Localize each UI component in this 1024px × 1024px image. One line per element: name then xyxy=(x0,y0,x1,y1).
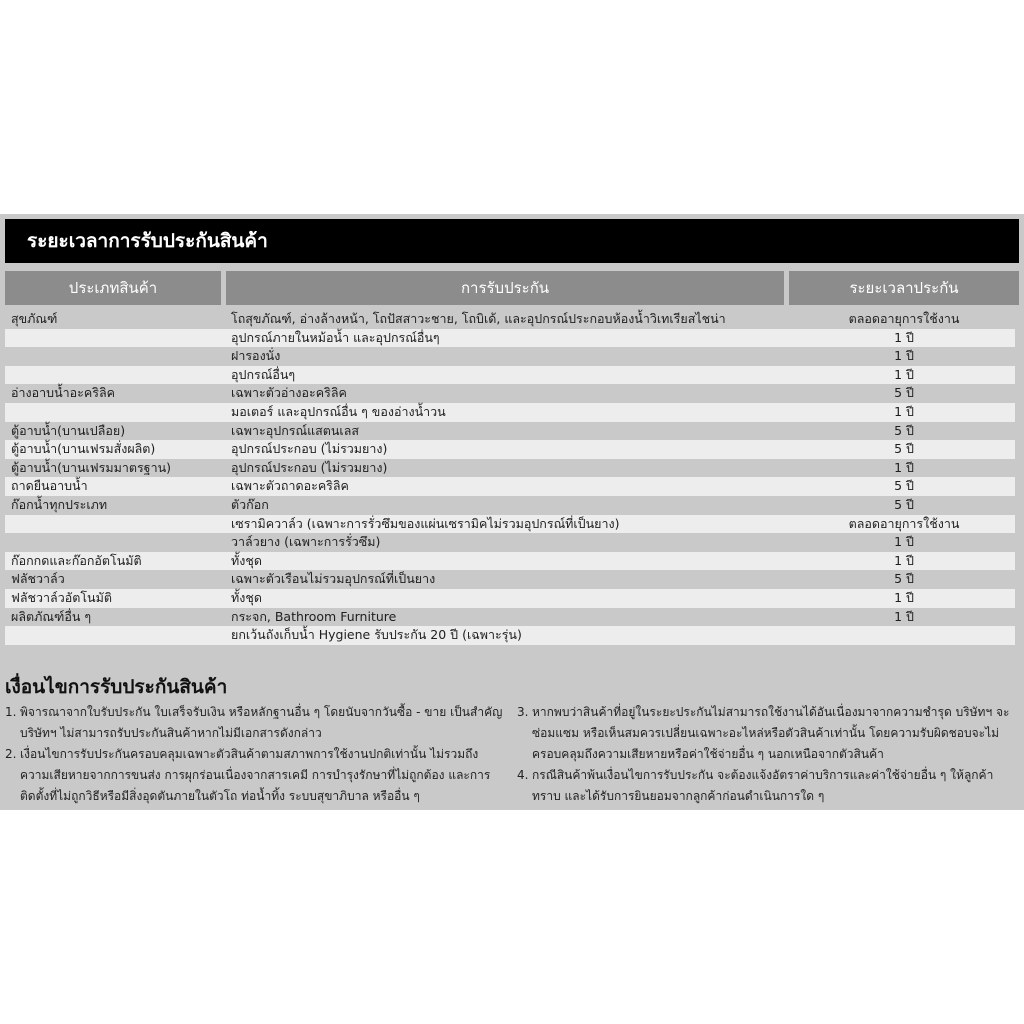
product-type-cell: ตู้อาบน้ำ(บานเฟรมสั่งผลิต) xyxy=(11,441,156,457)
product-type-cell: ฟลัชวาล์วอัตโนมัติ xyxy=(11,589,112,605)
product-type-cell: ตู้อาบน้ำ(บานเฟรมมาตรฐาน) xyxy=(11,459,172,475)
table-row xyxy=(5,477,1015,496)
table-row xyxy=(5,533,1015,552)
period-cell: ตลอดอายุการใช้งาน xyxy=(848,311,960,326)
warranty-cell: ทั้งชุด xyxy=(231,589,262,605)
condition-text: เงื่อนไขการรับประกันครอบคลุมเฉพาะตัวสินค้าตามสภาพการใช้งานปกติเท่านั้น ไม่รวมถึงความเสียหายจากการขนส่ง การผุกร่อนเนื่องจากสารเคมี การบำรุงรักษาที่ไม่ถูกต้อง และการติดตั้งที่ไม่ถูกวิธีหรือมีสิ่งอุดตันภายในตัวโถ ท่อน้ำทิ้ง ระบบสุขาภิบาล หรืออื่น ๆ xyxy=(20,747,491,803)
warranty-cell: กระจก, Bathroom Furniture xyxy=(231,608,397,624)
condition-text: หากพบว่าสินค้าที่อยู่ในระยะประกันไม่สามารถใช้งานได้อันเนื่องมาจากความชำรุด บริษัทฯ จะซ่อมแซม หรือเห็นสมควรเปลี่ยนเฉพาะอะไหล่หรือตัวสินค้าเท่านั้น โดยความรับผิดชอบจะไม่ครอบคลุมถึงความเสียหายหรือค่าใช้จ่ายอื่น ๆ นอกเหนือจากตัวสินค้า xyxy=(532,705,1010,761)
product-type-cell: อ่างอาบน้ำอะคริลิค xyxy=(11,385,115,401)
condition-item xyxy=(5,702,505,744)
table-row xyxy=(5,552,1015,571)
warranty-cell: วาล์วยาง (เฉพาะการรั่วซึม) xyxy=(231,534,381,550)
header-warranty-period: ระยะเวลาประกัน xyxy=(789,271,1019,305)
header-warranty: การรับประกัน xyxy=(226,271,784,305)
conditions-title: เงื่อนไขการรับประกันสินค้า xyxy=(5,676,228,698)
period-cell: 5 ปี xyxy=(894,478,914,494)
period-cell: 1 ปี xyxy=(894,552,914,568)
warranty-cell: เฉพาะอุปกรณ์แสตนเลส xyxy=(231,422,359,438)
period-cell: 1 ปี xyxy=(894,589,914,605)
table-row xyxy=(5,422,1015,441)
warranty-cell: ฝารองนั่ง xyxy=(231,348,281,364)
condition-item xyxy=(517,702,1017,765)
warranty-cell: โถสุขภัณฑ์, อ่างล้างหน้า, โถปัสสาวะชาย, โถบิเด้, และอุปกรณ์ประกอบห้องน้ำวิเทเรียสไชน่า xyxy=(231,311,726,326)
table-row xyxy=(5,329,1015,348)
condition-text: กรณีสินค้าพ้นเงื่อนไขการรับประกัน จะต้องแจ้งอัตราค่าบริการและค่าใช้จ่ายอื่น ๆ ให้ลูกค้าทราบ และได้รับการยินยอมจากลูกค้าก่อนดำเนินการใด ๆ xyxy=(532,768,994,803)
table-row xyxy=(5,589,1015,608)
conditions-right-column xyxy=(517,702,1017,807)
period-cell: 1 ปี xyxy=(894,459,914,475)
condition-text: พิจารณาจากใบรับประกัน ใบเสร็จรับเงิน หรือหลักฐานอื่น ๆ โดยนับจากวันซื้อ - ขาย เป็นสำคัญ บริษัทฯ ไม่สามารถรับประกันสินค้าหากไม่มีเอกสารดังกล่าว xyxy=(20,705,503,740)
period-cell: 1 ปี xyxy=(894,608,914,624)
table-row xyxy=(5,626,1015,645)
product-type-cell: สุขภัณฑ์ xyxy=(11,311,58,326)
product-type-cell: ก๊อกน้ำทุกประเภท xyxy=(11,496,108,512)
warranty-table xyxy=(5,310,1015,645)
warranty-cell: มอเตอร์ และอุปกรณ์อื่น ๆ ของอ่างน้ำวน xyxy=(231,403,446,419)
warranty-cell: ยกเว้นถังเก็บน้ำ Hygiene รับประกัน 20 ปี (เฉพาะรุ่น) xyxy=(231,627,522,643)
table-row xyxy=(5,608,1015,627)
table-row xyxy=(5,496,1015,515)
period-cell: 1 ปี xyxy=(894,366,914,382)
table-row xyxy=(5,459,1015,478)
condition-number: 3. xyxy=(517,705,529,719)
product-type-cell: ก๊อกกดและก๊อกอัตโนมัติ xyxy=(11,552,142,568)
period-cell: 1 ปี xyxy=(894,348,914,364)
table-row xyxy=(5,310,1015,329)
table-row xyxy=(5,366,1015,385)
warranty-cell: อุปกรณ์อื่นๆ xyxy=(231,366,296,382)
table-row xyxy=(5,440,1015,459)
warranty-cell: เฉพาะตัวถาดอะคริลิค xyxy=(231,478,349,494)
table-row xyxy=(5,515,1015,534)
period-cell: 1 ปี xyxy=(894,534,914,550)
period-cell: 5 ปี xyxy=(894,441,914,457)
product-type-cell: ถาดยืนอาบน้ำ xyxy=(11,478,88,494)
period-cell: 5 ปี xyxy=(894,422,914,438)
warranty-cell: อุปกรณ์ประกอบ (ไม่รวมยาง) xyxy=(231,441,388,457)
condition-number: 4. xyxy=(517,768,529,782)
warranty-cell: ทั้งชุด xyxy=(231,552,262,568)
warranty-cell: เฉพาะตัวอ่างอะคริลิค xyxy=(231,385,347,401)
condition-item xyxy=(517,765,1017,807)
table-row xyxy=(5,570,1015,589)
warranty-panel xyxy=(0,214,1024,810)
warranty-cell: อุปกรณ์ภายในหม้อน้ำ และอุปกรณ์อื่นๆ xyxy=(231,329,440,345)
conditions-left-column xyxy=(5,702,505,807)
condition-number: 1. xyxy=(5,705,17,719)
page-title: ระยะเวลาการรับประกันสินค้า xyxy=(5,219,1019,263)
period-cell: ตลอดอายุการใช้งาน xyxy=(848,515,960,531)
warranty-cell: อุปกรณ์ประกอบ (ไม่รวมยาง) xyxy=(231,459,388,475)
period-cell: 5 ปี xyxy=(894,496,914,512)
product-type-cell: ผลิตภัณฑ์อื่น ๆ xyxy=(11,608,92,624)
product-type-cell: ฟลัชวาล์ว xyxy=(11,571,65,587)
table-row xyxy=(5,403,1015,422)
period-cell: 1 ปี xyxy=(894,329,914,345)
warranty-cell: ตัวก๊อก xyxy=(231,496,269,512)
product-type-cell: ตู้อาบน้ำ(บานเปลือย) xyxy=(11,422,126,438)
period-cell: 1 ปี xyxy=(894,403,914,419)
warranty-cell: เซรามิควาล์ว (เฉพาะการรั่วซึมของแผ่นเซรามิคไม่รวมอุปกรณ์ที่เป็นยาง) xyxy=(231,515,620,531)
warranty-cell: เฉพาะตัวเรือนไม่รวมอุปกรณ์ที่เป็นยาง xyxy=(231,571,436,587)
condition-number: 2. xyxy=(5,747,17,761)
header-product-type: ประเภทสินค้า xyxy=(5,271,221,305)
period-cell: 5 ปี xyxy=(894,385,914,401)
condition-item xyxy=(5,744,505,807)
table-row xyxy=(5,384,1015,403)
period-cell: 5 ปี xyxy=(894,571,914,587)
table-row xyxy=(5,347,1015,366)
